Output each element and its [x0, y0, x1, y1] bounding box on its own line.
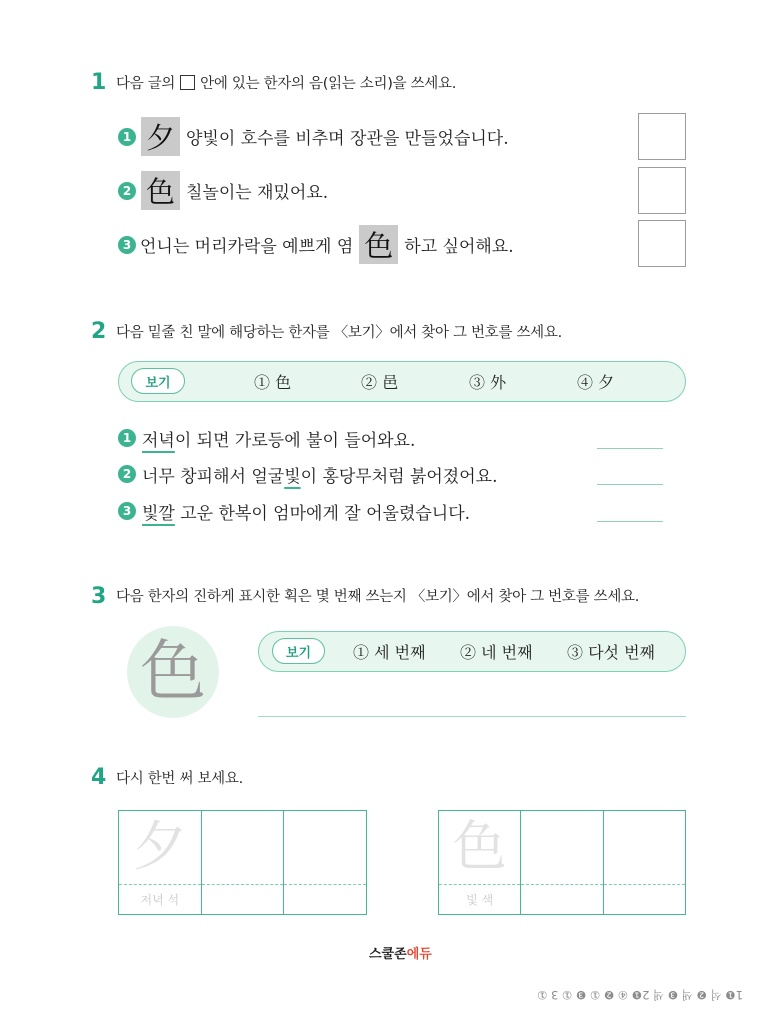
bogi-option-2: ② 네 번째: [460, 643, 533, 662]
sentence-text: [142, 499, 470, 524]
trace-hanja: 夕: [132, 815, 187, 878]
bogi-option-1: ① 色: [254, 373, 292, 392]
publisher-logo: [369, 946, 432, 964]
writing-grid-2: [438, 810, 686, 915]
section-2-instruction: 다음 밑줄 친 말에 해당하는 한자를 〈보기〉에서 찾아 그 번호를 쓰세요.: [116, 325, 562, 341]
bogi-option-4: ④ 夕: [577, 373, 615, 392]
bogi-label: 보기: [131, 368, 185, 394]
answer-box-3[interactable]: [638, 220, 686, 267]
dashed-guide-line: [521, 884, 602, 885]
logo-main-text: 스쿨존: [369, 947, 407, 962]
hanja-box: 色: [141, 171, 180, 210]
section-2-item-1: [118, 426, 415, 450]
text-before: 너무 창피해서 얼굴: [142, 466, 285, 487]
writing-cell-guide[interactable]: [439, 811, 521, 914]
section-4-instruction: 다시 한번 써 보세요.: [116, 771, 243, 787]
item-number-circle: 1: [118, 429, 136, 447]
hanja-stroke-circle: [127, 626, 219, 718]
section-1-item-1: [118, 117, 509, 156]
logo-accent-text: 에듀: [406, 947, 432, 962]
section-1-instruction: [116, 73, 456, 95]
writing-cell[interactable]: [202, 811, 285, 914]
section-1-item-3: [118, 225, 514, 264]
answer-line-3[interactable]: [597, 521, 663, 522]
section-1-number: 1: [91, 70, 107, 95]
writing-cell-guide[interactable]: [119, 811, 202, 914]
section-3-number: 3: [91, 584, 107, 609]
item-number-circle: 3: [118, 502, 136, 520]
stroke-order-hanja: 色: [140, 633, 206, 710]
hanja-box: 夕: [141, 117, 180, 156]
answer-line-1[interactable]: [597, 448, 663, 449]
section-1-instruction-after: 안에 있는 한자의 음(읽는 소리)을 쓰세요.: [200, 76, 457, 92]
bogi-option-2: ② 邑: [361, 373, 399, 392]
answer-box-2[interactable]: [638, 167, 686, 214]
underlined-word: 빛깔: [142, 503, 175, 524]
bogi-box-section-2: [118, 361, 686, 402]
item-number-circle: 2: [118, 182, 136, 200]
dashed-guide-line: [604, 884, 685, 885]
sentence-text: 양빛이 호수를 비추며 장관을 만들었습니다.: [186, 129, 509, 149]
hanja-reading: 저녁 석: [140, 893, 180, 907]
sentence-text: [142, 462, 497, 487]
bogi-box-section-3: [258, 631, 686, 672]
bogi-option-3: ③ 外: [469, 373, 507, 392]
bogi-label: 보기: [272, 638, 325, 664]
writing-cell[interactable]: [284, 811, 366, 914]
sentence-text: 칠놀이는 재밌어요.: [186, 183, 329, 203]
hanja-box: 色: [359, 225, 398, 264]
writing-cell[interactable]: [604, 811, 685, 914]
dashed-guide-line: [119, 884, 201, 885]
answer-box-1[interactable]: [638, 113, 686, 160]
bogi-option-1: ① 세 번째: [353, 643, 426, 662]
upside-down-answers: 1❶ 석 ❷ 색 ❸ 색 2❶ ④ ❷ ① ❸ ① 3 ①: [537, 988, 743, 1002]
answer-line-2[interactable]: [597, 484, 663, 485]
section-2-item-3: [118, 499, 470, 523]
sentence-text-after: 하고 싶어해요.: [404, 237, 514, 257]
sentence-text: [142, 426, 415, 451]
bogi-option-3: ③ 다섯 번째: [567, 643, 655, 662]
section-1-instruction-before: 다음 글의: [116, 76, 176, 92]
trace-hanja: 色: [452, 815, 507, 878]
answer-line-section-3[interactable]: [258, 716, 686, 717]
writing-cell[interactable]: [521, 811, 603, 914]
text-after: 이 홍당무처럼 붉어졌어요.: [300, 466, 498, 487]
item-number-circle: 1: [118, 128, 136, 146]
underlined-word: 저녁: [142, 430, 175, 451]
writing-grid-1: [118, 810, 367, 915]
blank-box-symbol: [180, 75, 195, 90]
underlined-word: 빛: [284, 466, 301, 487]
section-2-item-2: [118, 462, 497, 486]
dashed-guide-line: [439, 884, 520, 885]
dashed-guide-line: [284, 884, 366, 885]
sentence-text-before: 언니는 머리카락을 예쁘게 염: [140, 237, 354, 257]
section-1-item-2: [118, 171, 328, 210]
section-4-number: 4: [91, 765, 107, 790]
dashed-guide-line: [202, 884, 284, 885]
hanja-reading: 빛 색: [466, 893, 494, 907]
text-after: 고운 한복이 엄마에게 잘 어울렸습니다.: [174, 503, 471, 524]
item-number-circle: 3: [118, 236, 136, 254]
text-after: 이 되면 가로등에 불이 들어와요.: [174, 430, 416, 451]
section-3-instruction: 다음 한자의 진하게 표시한 획은 몇 번째 쓰는지 〈보기〉에서 찾아 그 번호를 쓰세요.: [116, 589, 640, 605]
section-2-number: 2: [91, 319, 107, 344]
item-number-circle: 2: [118, 465, 136, 483]
